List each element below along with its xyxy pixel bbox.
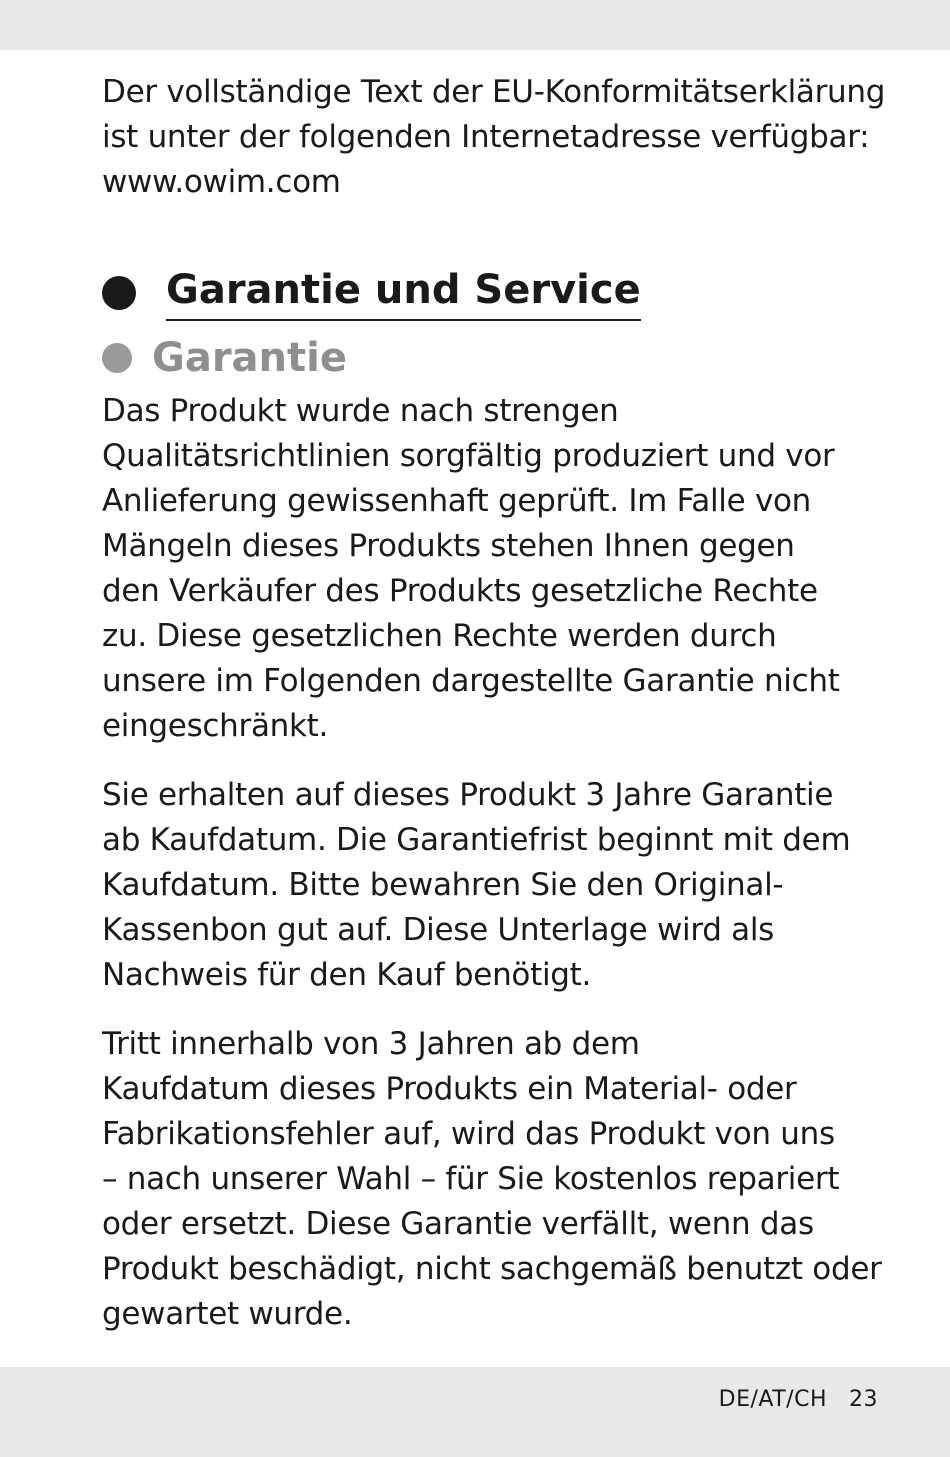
paragraph-line: Tritt innerhalb von 3 Jahren ab dem	[102, 1026, 640, 1062]
section-heading	[102, 265, 892, 321]
paragraph-line: Kaufdatum dieses Produkts ein Material- oder	[102, 1071, 797, 1107]
paragraph-line: gewartet wurde.	[102, 1296, 353, 1332]
intro-url: www.owim.com	[102, 164, 341, 200]
section-title: Garantie und Service	[166, 265, 641, 321]
paragraph-line: Qualitätsrichtlinien sorgfältig produziert und vor	[102, 438, 835, 474]
bullet-gray-icon	[102, 343, 132, 373]
page-content	[102, 70, 892, 1337]
intro-paragraph	[102, 70, 892, 205]
paragraph-line: – nach unserer Wahl – für Sie kostenlos repariert	[102, 1161, 840, 1197]
paragraph-line: Kassenbon gut auf. Diese Unterlage wird als	[102, 912, 775, 948]
paragraph-line: Produkt beschädigt, nicht sachgemäß benutzt oder	[102, 1251, 882, 1287]
paragraph-line: Fabrikationsfehler auf, wird das Produkt von uns	[102, 1116, 835, 1152]
page-number: 23	[849, 1387, 878, 1412]
intro-line: Der vollständige Text der EU-Konformitätserklärung	[102, 74, 886, 110]
paragraph-line: ab Kaufdatum. Die Garantiefrist beginnt mit dem	[102, 822, 851, 858]
paragraph-line: zu. Diese gesetzlichen Rechte werden durch	[102, 618, 777, 654]
footer-band	[0, 1367, 950, 1457]
subsection-title: Garantie	[152, 335, 347, 381]
paragraph-line: Sie erhalten auf dieses Produkt 3 Jahre Garantie	[102, 777, 834, 813]
paragraph-line: Mängeln dieses Produkts stehen Ihnen gegen	[102, 528, 795, 564]
paragraph-warranty-period	[102, 773, 892, 998]
subsection-heading	[102, 329, 892, 387]
paragraph-line: Kaufdatum. Bitte bewahren Sie den Original-	[102, 867, 784, 903]
page-footer	[719, 1387, 878, 1412]
bullet-black-icon	[102, 276, 136, 310]
paragraph-defects	[102, 1022, 892, 1337]
paragraph-line: Nachweis für den Kauf benötigt.	[102, 957, 592, 993]
paragraph-line: Anlieferung gewissenhaft geprüft. Im Falle von	[102, 483, 812, 519]
paragraph-line: Das Produkt wurde nach strengen	[102, 393, 619, 429]
paragraph-line: oder ersetzt. Diese Garantie verfällt, wenn das	[102, 1206, 814, 1242]
paragraph-quality	[102, 389, 892, 749]
top-band	[0, 0, 950, 50]
footer-language: DE/AT/CH	[718, 1387, 827, 1412]
paragraph-line: den Verkäufer des Produkts gesetzliche Rechte	[102, 573, 818, 609]
intro-line: ist unter der folgenden Internetadresse verfügbar:	[102, 119, 870, 155]
paragraph-line: unsere im Folgenden dargestellte Garantie nicht	[102, 663, 840, 699]
paragraph-line: eingeschränkt.	[102, 708, 329, 744]
